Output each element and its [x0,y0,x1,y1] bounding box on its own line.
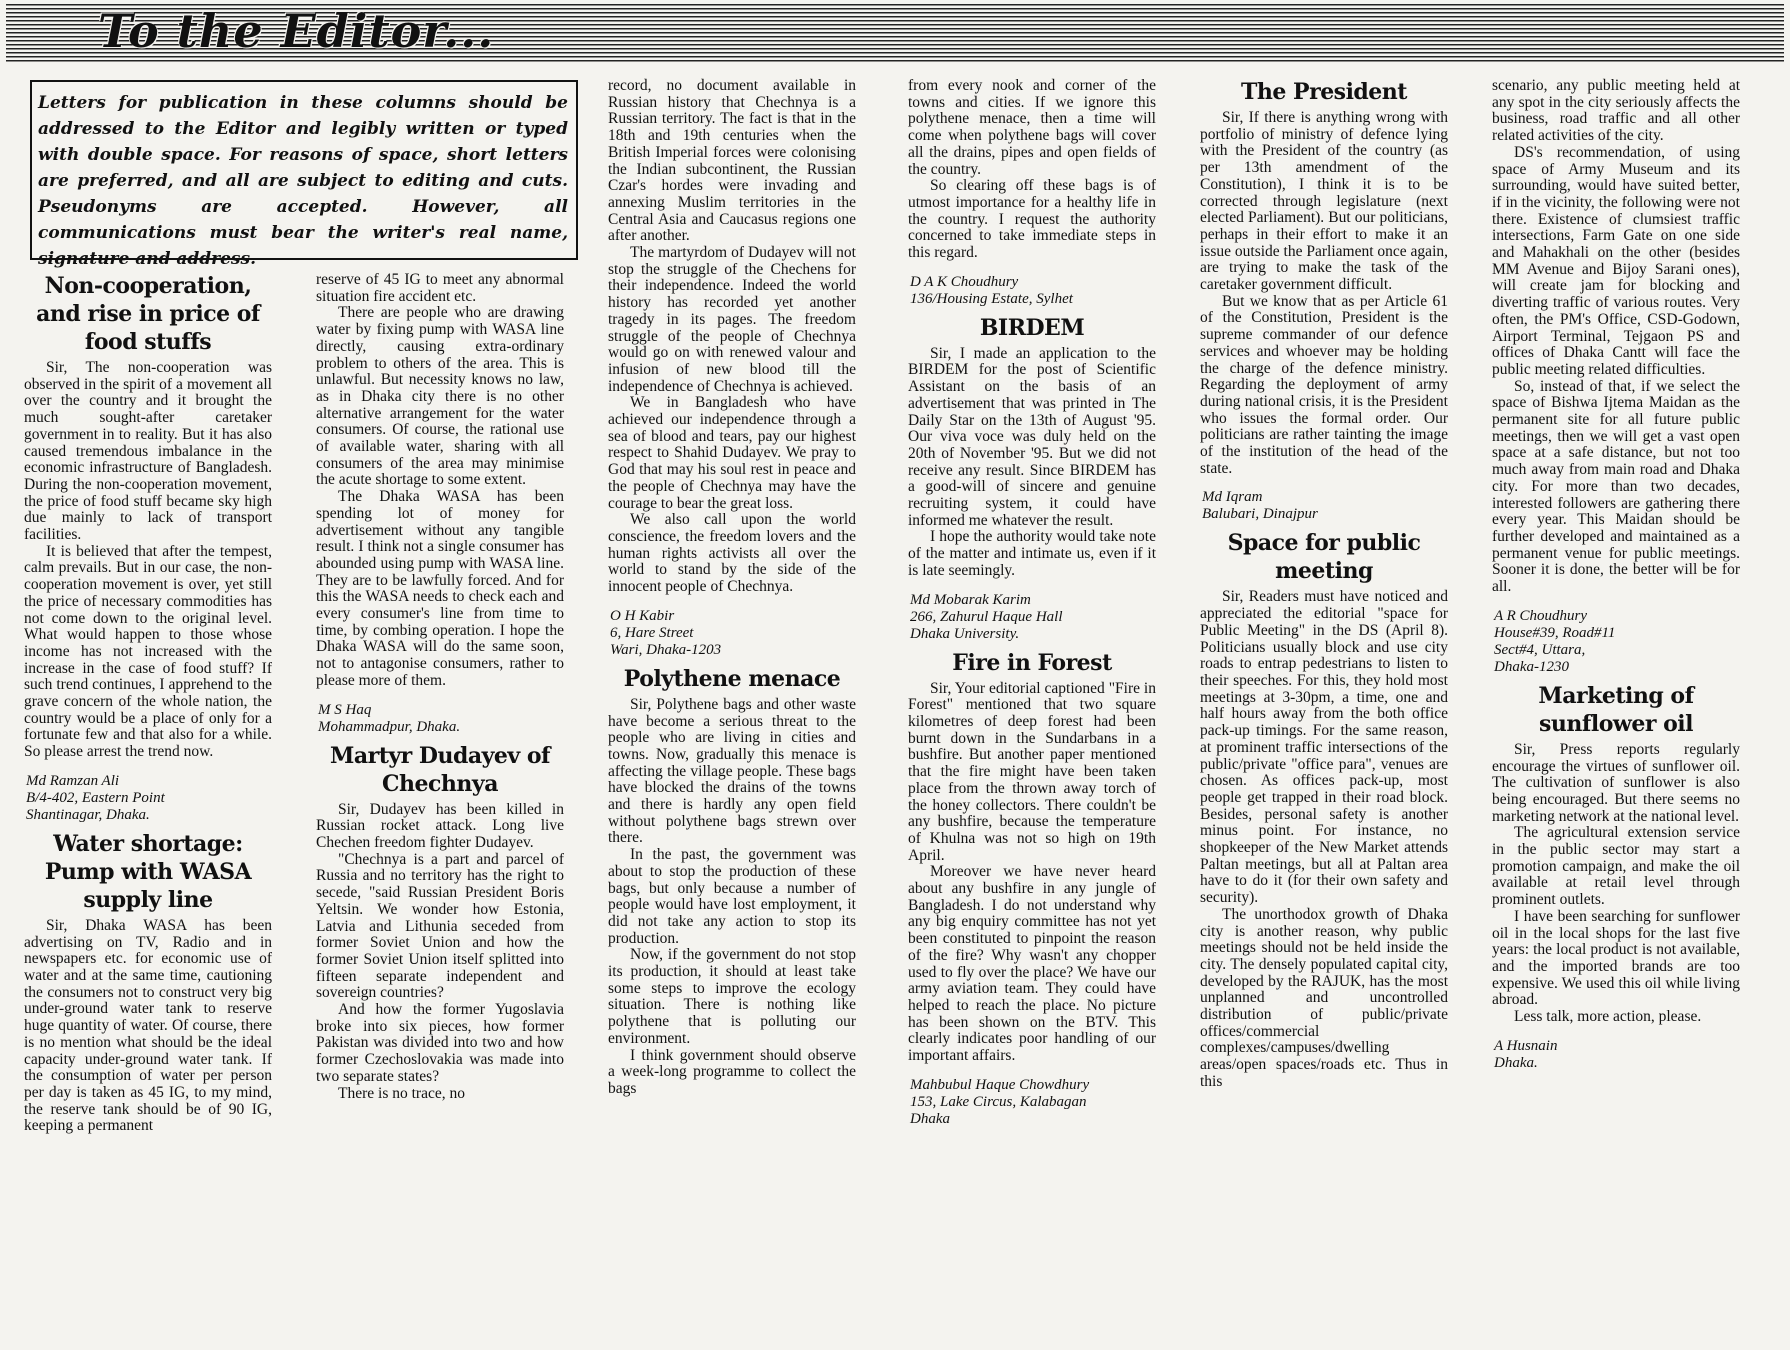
letter-paragraph: The agricultural extension service in the public sector may start a promotion campaign, and make the oil available at retail level through prominent outlets. [1492,824,1740,909]
masthead [6,4,1784,62]
letter-paragraph: Sir, I made an application to the BIRDEM for the post of Scientific Assistant on the basis of an advertisement that was printed in The Daily Star on the 13th of August '95. Our viva voce was duly held on the 20th of November '95. But we did not receive any result. Since BIRDEM has a good-will of sincere and genuine recruiting system, it could have informed me whatever the result. [908,344,1156,529]
letter-paragraph: We in Bangladesh who have achieved our independence through a sea of blood and tears, pay our highest respect to Shahid Dudayev. We pray to God that may his soul rest in peace and the people of Chechnya may have the courage to bear the great loss. [608,394,856,512]
letter-paragraph: I think government should observe a week-long programme to collect the bags [608,1046,856,1097]
letter-paragraph: We also call upon the world conscience, the freedom lovers and the human rights activists all over the world to stand by the side of the innocent people of Chechnya. [608,511,856,596]
letter-signature: Md Iqram Balubari, Dinajpur [1202,489,1318,523]
column-1 [24,272,272,1346]
letter-paragraph: The martyrdom of Dudayev will not stop the struggle of the Chechens for their independence. Indeed the world history has recorded yet another tragedy in its pages. The freedom struggle of the people of Chechnya would go on with renewed valour and infusion of new blood till the independence of Chechnya is achieved. [608,244,856,395]
column-3 [608,78,856,1346]
letter-paragraph: Sir, Readers must have noticed and appreciated the editorial "space for Public Meeting" in the DS (April 8). Politicians usually block and use city roads to entrap pedestrians to listen to their speeches. For this, they hold most meetings at 3-30pm, a time, one and half hours away from the both office pack-up timings. For the same reason, at prominent traffic intersections of the public/private "office para", venues are chosen. As offices pack-up, most people get trapped in their road block. Besides, personal safety is another minus point. For instance, no shopkeeper of the New Market attends Paltan meetings, but all at Paltan area have to do it (for their own safety and security). [1200,588,1448,907]
letter-title: BIRDEM [979,314,1085,341]
letter-paragraph: The unorthodox growth of Dhaka city is another reason, why public meetings should not be held inside the city. The densely populated capital city, developed by the RAJUK, has the most unplanned and uncontrolled distribution of public/private offices/commercial complexes/campuses/dwelling areas/open spaces/roads etc. Thus in this [1200,905,1448,1090]
letter-signature: O H Kabir 6, Hare Street Wari, Dhaka-1203 [610,607,722,658]
letter-paragraph: The Dhaka WASA has been spending lot of money for advertisement without any tangible result. I think not a single consumer has abounded using pump with WASA line. They are to be lawfully forced. And for this the WASA needs to check each and every consumer's line from time to time, by combing operation. I hope the Dhaka WASA will do the same soon, not to antagonise consumers, rather to please more of them. [316,488,564,689]
letter-paragraph: from every nook and corner of the towns and cities. If we ignore this polythene menace, then a time will come when polythene bags will cover all the drains, pipes and open fields of the country. [908,78,1156,178]
letter-paragraph: Sir, The non-cooperation was observed in the spirit of a movement all over the country and it brought the much sought-after caretaker government in to reality. But it has also caused tremendous imbalance in the economic infrastructure of Bangladesh. During the non-cooperation movement, the price of food stuff became sky high due mainly to lack of transport facilities. [24,359,272,544]
letter-paragraph: It is believed that after the tempest, calm prevails. But in our case, the non-cooperation movement is over, yet still the price of necessary commodities has not come down to the original level. What would happen to those whose income has not increased with the increase in the case of food stuff? If such trend continues, I apprehend to the grave concern of the whole nation, the country would be a place of only for a fortunate few and that also for a while. So please arrest the trend now. [24,542,272,761]
letter-paragraph: I hope the authority would take note of the matter and intimate us, even if it is late seemingly. [908,528,1156,579]
letter-signature: Md Mobarak Karim 266, Zahurul Haque Hall Dhaka University. [910,591,1063,642]
column-5 [1200,78,1448,1346]
letter-paragraph: Sir, Dudayev has been killed in Russian rocket attack. Long live Chechen freedom fighter Dudayev. [316,800,564,851]
letter-paragraph: So clearing off these bags is of utmost importance for a healthy life in the country. I request the authority concerned to take immediate steps in this regard. [908,177,1156,262]
letter-paragraph: DS's recommendation, of using space of Army Museum and its surrounding, would have suited better, if in the vicinity, the following were not there. Existence of clumsiest traffic intersections, Farm Gate on one side and Mahakhali on the other (besides MM Avenue and Bijoy Sarani ones), will create jam for blocking and diverting traffic of various routes. Very often, the PM's Office, CSD-Godown, Airport Terminal, Tejgaon PS and offices of Dhaka Cantt will face the public meeting related difficulties. [1492,143,1740,378]
column-6 [1492,78,1740,1346]
letter-title: Martyr Dudayev of Chechnya [330,742,550,797]
letter-title: Fire in Forest [952,649,1112,676]
letter-title: Non-cooperation, and rise in price of food stuffs [36,273,260,355]
column-4 [908,78,1156,1346]
letter-paragraph: Moreover we have never heard about any bushfire in any jungle of Bangladesh. I do not understand why any big enquiry committee has not yet been constituted to pinpoint the reason of the fire? Why wasn't any chopper used to fly over the place? We have our army aviation team. They could have helped to reach the place. No picture has been shown on the BTV. This clearly indicates poor handling of our important affairs. [908,863,1156,1065]
letter-paragraph: scenario, any public meeting held at any spot in the city seriously affects the business, road traffic and all other related activities of the city. [1492,78,1740,145]
letter-paragraph: There are people who are drawing water by fixing pump with WASA line directly, causing extra-ordinary problem to others of the area. This is unlawful. But necessity knows no law, as in Dhaka city there is no other alternative arrangement for the water consumers. Of course, the rational use of available water, sharing with all consumers of the area may minimise the acute shortage to some extent. [316,304,564,489]
letter-paragraph: Sir, Dhaka WASA has been advertising on TV, Radio and in newspapers etc. for economic use of water and at the same time, cautioning the consumers not to construct very big under-ground water tank to reserve huge quantity of water. Of course, there is no mention what should be the ideal capacity under-ground water tank. If the consumption of water per person per day is taken as 45 IG, to my mind, the reserve tank should be of 90 IG, keeping a permanent [24,916,272,1135]
letter-title: Marketing of sunflower oil [1538,682,1694,737]
letter-title: Polythene menace [623,665,841,692]
letter-paragraph: And how the former Yugoslavia broke into six pieces, how former Pakistan was divided into two and how former Czechoslovakia was made into two separate states? [316,1001,564,1085]
letter-signature: Md Ramzan Ali B/4-402, Eastern Point Shantinagar, Dhaka. [26,772,165,823]
letter-paragraph: record, no document available in Russian history that Chechnya is a Russian territory. The fact is that in the 18th and 19th centuries when the British Imperial forces were colonising the Indian subcontinent, the Russian Czar's hordes were invading and annexing Muslim territories in the Central Asia and Caucasus regions one after another. [608,78,856,245]
letter-paragraph: There is no trace, no [338,1084,465,1102]
letter-paragraph: But we know that as per Article 61 of the Constitution, President is the supreme commander of our defence services and whoever may be holding the charge of the defence ministry. Regarding the deployment of army during national crisis, it is the President who issues the formal order. Our politicians are rather tainting the image of the institution of the head of the state. [1200,292,1448,477]
submission-notice: Letters for publication in these columns should be addressed to the Editor and legibly written or typed with double space. For reasons of space, short letters are preferred, and all are subject to editing and cuts. Pseudonyms are accepted. However, all communications must bear the writer's real name, signature and address. [30,80,578,260]
letter-title: The President [1241,79,1407,105]
letter-paragraph: Sir, If there is anything wrong with portfolio of ministry of defence lying with the President of the country (as per 13th amendment of the Constitution), I think it is to be corrected through legislature (next elected Parliament). But our politicians, perhaps in their effort to make it an issue outside the Parliament once again, are trying to make the task of the caretaker government difficult. [1200,109,1448,294]
letter-signature: A R Choudhury House#39, Road#11 Sect#4, Uttara, Dhaka-1230 [1494,607,1616,675]
column-2 [316,272,564,1346]
letter-paragraph: In the past, the government was about to stop the production of these bags, but only because a number of people would have lost employment, it did not take any action to stop its production. [608,846,856,947]
letter-title: Space for public meeting [1227,530,1421,585]
letter-paragraph: "Chechnya is a part and parcel of Russia and no territory has the right to secede, "said Russian President Boris Yeltsin. We wonder how Estonia, Latvia and Lithunia seceded from former Soviet Union and how the former Soviet Union itself splitted into fifteen separate independent and sovereign countries? [316,850,564,1002]
letter-signature: M S Haq Mohammadpur, Dhaka. [318,701,461,735]
letter-signature: Mahbubul Haque Chowdhury 153, Lake Circus, Kalabagan Dhaka [910,1076,1090,1127]
letter-title: Water shortage: Pump with WASA supply line [44,830,252,913]
letter-paragraph: Sir, Press reports regularly encourage the virtues of sunflower oil. The cultivation of sunflower is also being encouraged. But there seems no marketing network at the national level. [1492,740,1740,825]
letter-signature: A Husnain Dhaka. [1494,1037,1558,1071]
letter-paragraph: Now, if the government do not stop its production, it should at least take some steps to improve the ecology situation. There is nothing like polythene that is polluting our environment. [608,946,856,1047]
letter-paragraph: I have been searching for sunflower oil in the local shops for the last five years: the local product is not available, and the imported brands are too expensive. We used this oil while living abroad. [1492,907,1740,1009]
letter-paragraph: Sir, Polythene bags and other waste have become a serious threat to the people who are living in cities and towns. Now, gradually this menace is affecting the village people. These bags have blocked the drains of the towns and there is hardly any open field without polythene bags strewn over there. [608,695,856,847]
letter-paragraph: So, instead of that, if we select the space of Bishwa Ijtema Maidan as the permanent site for all future public meetings, then we will get a vast open space at a safe distance, but not too much away from main road and Dhaka city. For more than two decades, interested followers are gathering there every year. This Maidan should be further developed and maintained as a permanent venue for public meetings. Sooner it is done, the better will be for all. [1492,377,1740,596]
letter-signature: D A K Choudhury 136/Housing Estate, Sylhet [910,273,1073,307]
section-title: To the Editor... [98,4,495,58]
letter-paragraph: Sir, Your editorial captioned "Fire in Forest" mentioned that two square kilometres of deep forest had been burnt down in the Sundarbans in a bushfire. But another paper mentioned that the fire might have been taken place from the thrown away torch of the honey collectors. There couldn't be any bushfire, because the temperature of Khulna was not so high on 19th April. [908,679,1156,864]
letter-paragraph: Less talk, more action, please. [1514,1008,1702,1026]
letter-paragraph: reserve of 45 IG to meet any abnormal situation fire accident etc. [316,272,564,305]
